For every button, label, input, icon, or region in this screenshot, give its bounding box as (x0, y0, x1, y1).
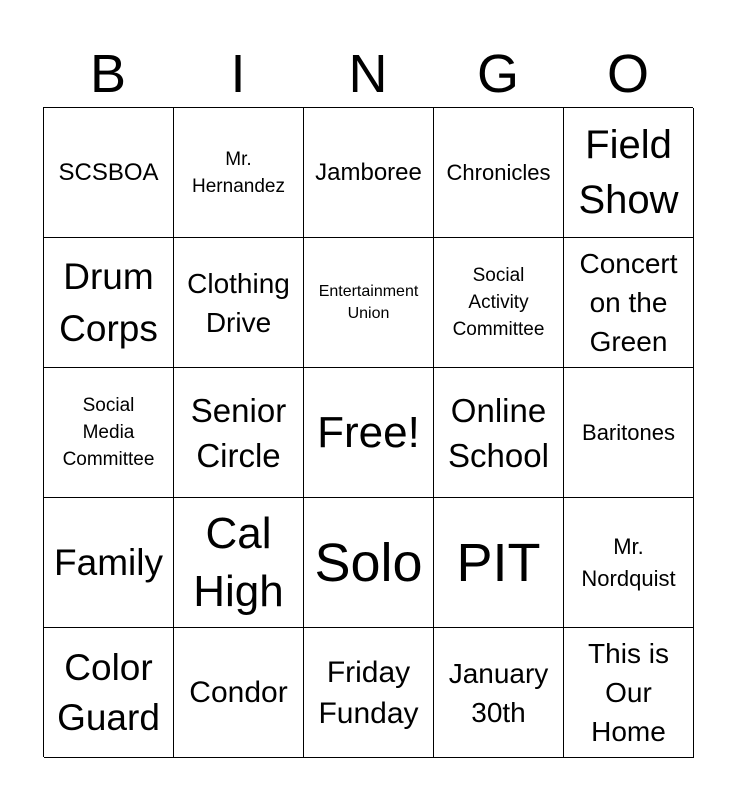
cell-label: Concert on the Green (579, 248, 678, 357)
header-letter-b: B (89, 44, 127, 104)
cell-label: Chronicles (446, 160, 551, 185)
bingo-cell[interactable] (44, 628, 174, 758)
cell-label: Color Guard (57, 646, 160, 738)
free-space-label: Free! (317, 407, 420, 457)
cell-label: This is Our Home (588, 638, 669, 747)
cell-label: January 30th (448, 657, 549, 728)
bingo-cell[interactable] (44, 108, 174, 238)
cell-label: Friday Funday (318, 655, 419, 730)
bingo-cell[interactable] (434, 368, 564, 498)
cell-label: PIT (456, 532, 541, 593)
cell-label: Senior Circle (190, 391, 287, 474)
bingo-cell[interactable] (434, 238, 564, 368)
bingo-cell[interactable] (304, 238, 434, 368)
bingo-cell[interactable] (564, 108, 694, 238)
bingo-cell[interactable] (304, 628, 434, 758)
bingo-cell[interactable] (564, 238, 694, 368)
cell-label: Cal High (193, 508, 284, 616)
cell-label: Solo (314, 532, 423, 593)
bingo-cell[interactable] (434, 628, 564, 758)
cell-label: Field Show (578, 122, 679, 222)
bingo-cell[interactable] (44, 498, 174, 628)
bingo-cell[interactable] (44, 238, 174, 368)
bingo-cell[interactable] (434, 498, 564, 628)
cell-label: Clothing Drive (187, 267, 290, 338)
bingo-cell[interactable] (304, 498, 434, 628)
cell-label: Baritones (582, 420, 675, 445)
bingo-grid (43, 107, 693, 757)
bingo-cell[interactable] (44, 368, 174, 498)
cell-label: Entertainment Union (318, 282, 419, 322)
cell-label: Drum Corps (59, 255, 158, 349)
header-letter-g: G (476, 44, 519, 104)
cell-label: Mr. Hernandez (192, 148, 285, 197)
bingo-cell[interactable] (174, 108, 304, 238)
cell-label: Condor (189, 675, 288, 709)
bingo-cell[interactable] (564, 628, 694, 758)
bingo-cell[interactable] (564, 498, 694, 628)
cell-label: SCSBOA (58, 159, 159, 186)
bingo-cell[interactable] (434, 108, 564, 238)
bingo-cell[interactable] (174, 238, 304, 368)
cell-label: Online School (448, 391, 549, 474)
bingo-cell[interactable] (174, 628, 304, 758)
cell-label: Jamboree (315, 159, 422, 186)
header-letter-n: N (348, 44, 388, 104)
bingo-cell[interactable] (304, 108, 434, 238)
bingo-cell free-space[interactable] (304, 368, 434, 498)
bingo-header (43, 40, 693, 108)
cell-label: Family (54, 541, 163, 583)
cell-label: Mr. Nordquist (581, 533, 676, 591)
cell-label: Social Media Committee (62, 395, 155, 470)
bingo-cell[interactable] (174, 368, 304, 498)
bingo-cell[interactable] (174, 498, 304, 628)
bingo-cell[interactable] (564, 368, 694, 498)
header-letter-o: O (606, 44, 649, 104)
header-letter-i: I (230, 44, 246, 104)
cell-label: Social Activity Committee (452, 265, 545, 340)
